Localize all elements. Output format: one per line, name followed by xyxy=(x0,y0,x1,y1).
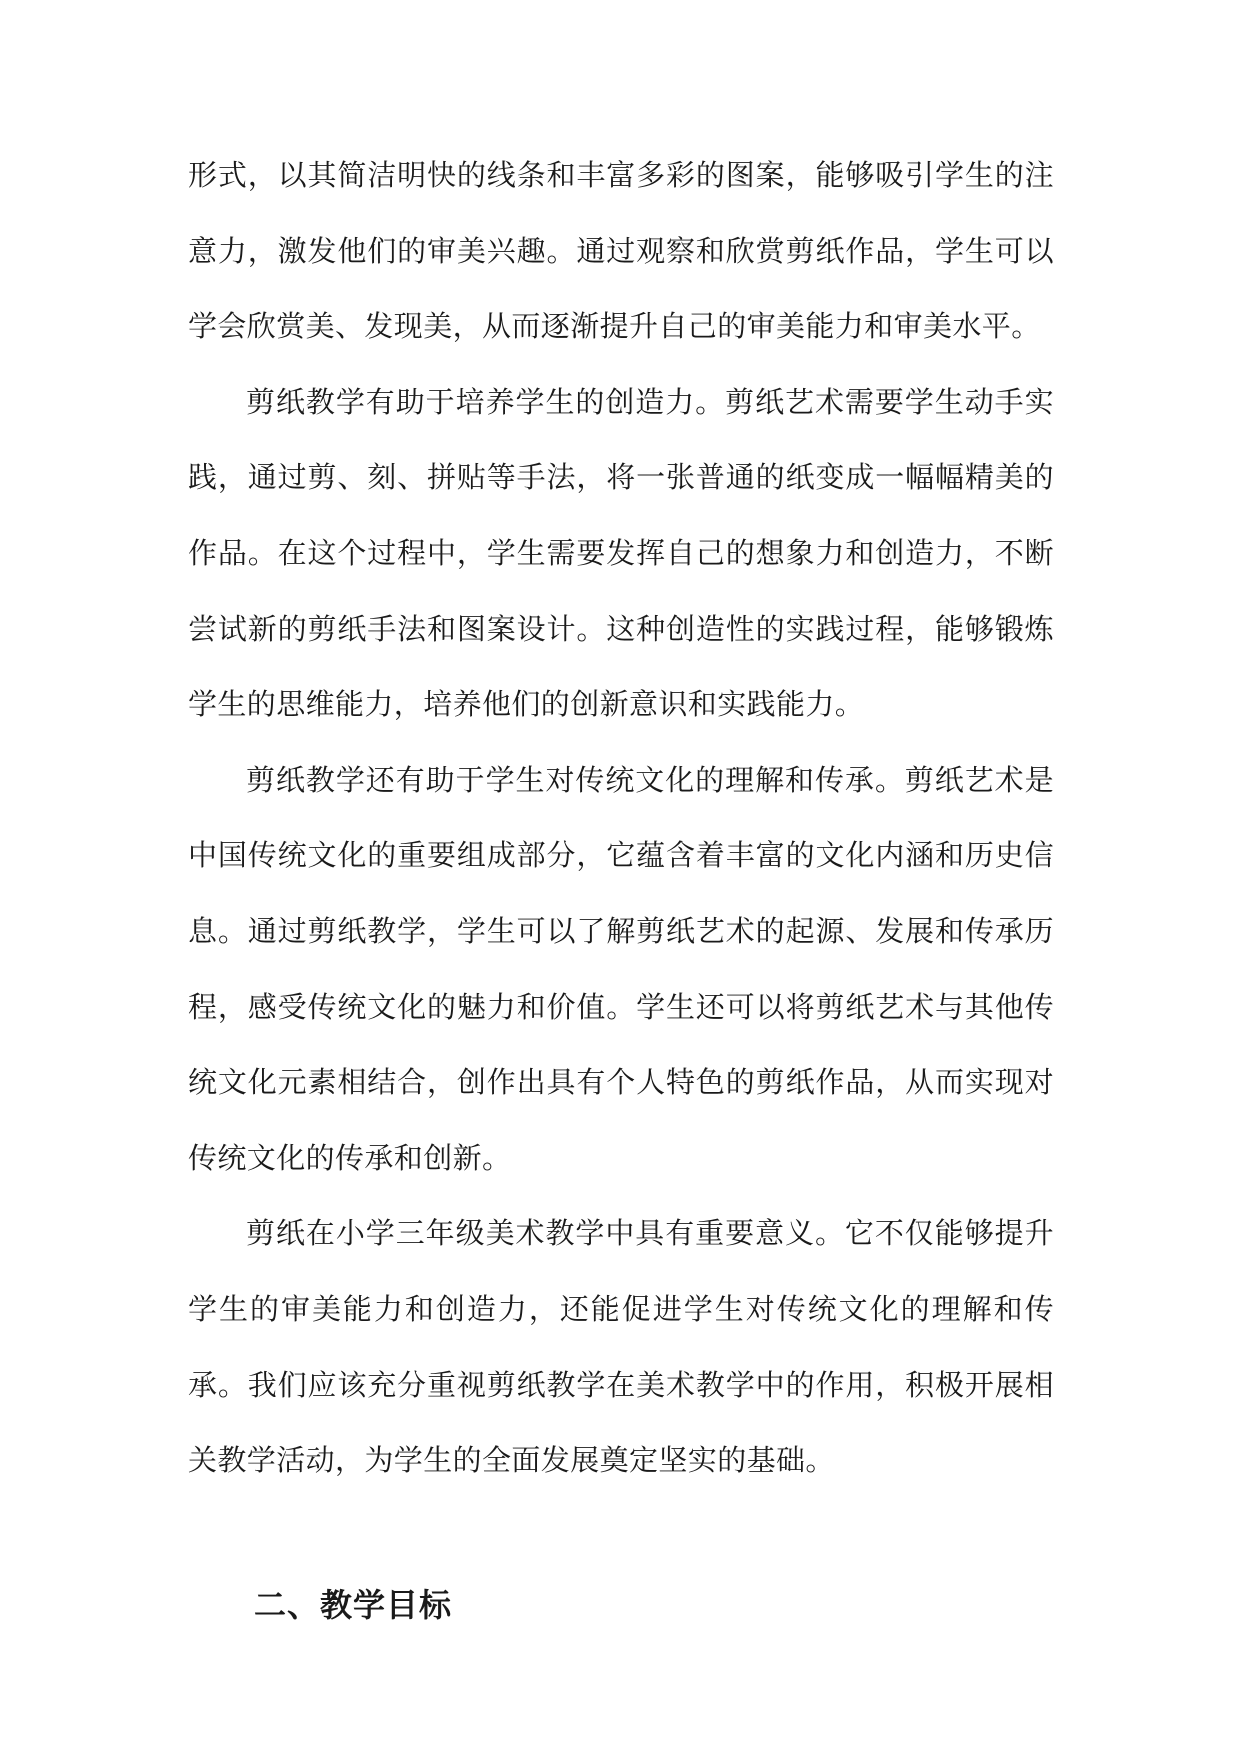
paragraph-tradition: 剪纸教学还有助于学生对传统文化的理解和传承。剪纸艺术是中国传统文化的重要组成部分，它蕴含着丰富的文化内涵和历史信息。通过剪纸教学，学生可以了解剪纸艺术的起源、发展和传承历程，感受传统文化的魅力和价值。学生还可以将剪纸艺术与其他传统文化元素相结合，创作出具有个人特色的剪纸作品，从而实现对传统文化的传承和创新。 xyxy=(188,762,1054,1175)
document-body xyxy=(188,138,1054,1499)
paragraph-summary: 剪纸在小学三年级美术教学中具有重要意义。它不仅能够提升学生的审美能力和创造力，还能促进学生对传统文化的理解和传承。我们应该充分重视剪纸教学在美术教学中的作用，积极开展相关教学活动，为学生的全面发展奠定坚实的基础。 xyxy=(188,1216,1054,1478)
paragraph-aesthetic: 形式，以其简洁明快的线条和丰富多彩的图案，能够吸引学生的注意力，激发他们的审美兴趣。通过观察和欣赏剪纸作品，学生可以学会欣赏美、发现美，从而逐渐提升自己的审美能力和审美水平。 xyxy=(188,158,1054,344)
section-heading: 二、教学目标 xyxy=(254,1586,453,1624)
paragraph-creativity: 剪纸教学有助于培养学生的创造力。剪纸艺术需要学生动手实践，通过剪、刻、拼贴等手法，将一张普通的纸变成一幅幅精美的作品。在这个过程中，学生需要发挥自己的想象力和创造力，不断尝试新的剪纸手法和图案设计。这种创造性的实践过程，能够锻炼学生的思维能力，培养他们的创新意识和实践能力。 xyxy=(188,384,1054,722)
